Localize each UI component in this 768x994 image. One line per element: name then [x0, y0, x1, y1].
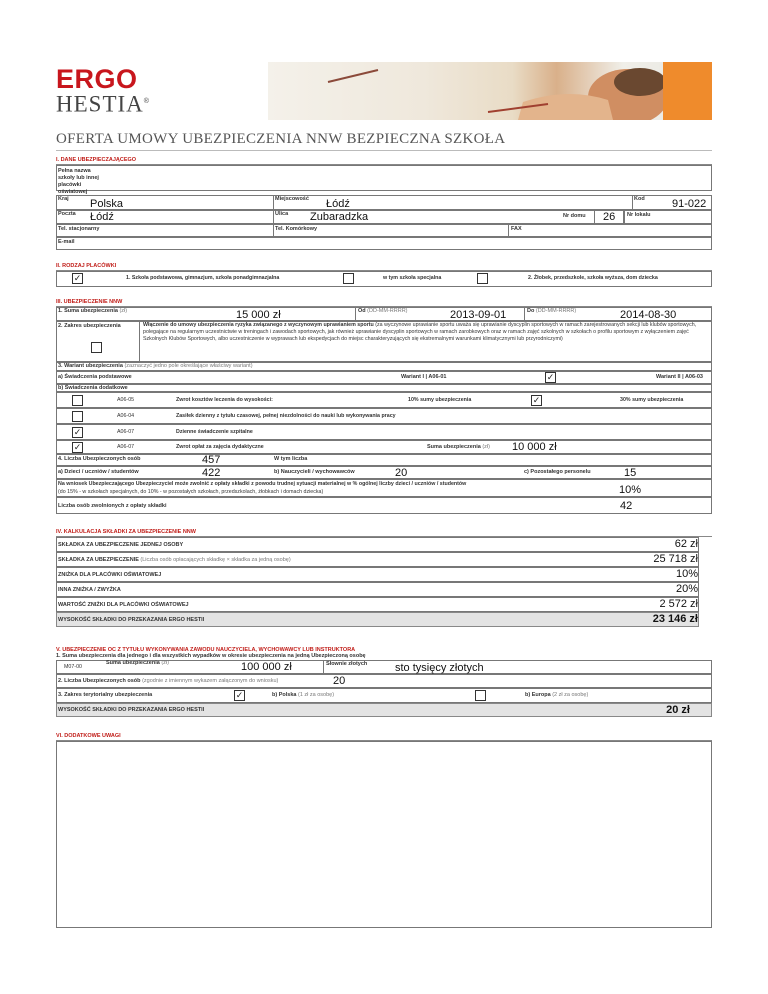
fax-field[interactable] — [508, 224, 712, 237]
street-value: Zubaradzka — [310, 211, 369, 223]
oc-terr-row — [56, 688, 712, 703]
flat-label: Nr lokalu — [627, 212, 651, 218]
extra-label: b) Świadczenia dodatkowe — [58, 385, 128, 391]
benefit-1-checkbox[interactable] — [72, 395, 83, 406]
oc-poland-label: b) Polska (1 zł za osobę) — [272, 692, 335, 698]
calc-row-3-value: 10% — [675, 568, 698, 580]
logo-hestia: HESTIA® — [56, 91, 150, 117]
header-photo — [268, 62, 712, 120]
scope-text: Włączenie do umowy ubezpieczenia ryzyka związanego z wyczynowym uprawianiem sportu (za wyczynowe uprawianie sportu uważa się uprawianie dyscyplin sportowych w ramach zarejestrowanych sekcji lub klubów sportowych, polegające na regularnym uczestnictwie w treningach i zawodach sportowych, jak również uprawianie dyscyplin sportowych w ramach zarobkowych oraz w ramach zajęć szkolnych w szkołach o profilu sportowym z wyłączeniem zajęć Szkolnych Klubów Sportowych, albo uczestniczenie w wyprawach lub ekspedycjach do miejsc charakteryzujących się ekstremalnymi warunkami klimatycznymi lub przyrodniczymi) — [143, 322, 697, 342]
email-label: E-mail — [58, 239, 75, 245]
table-row — [56, 440, 712, 454]
facility-opt2-checkbox[interactable] — [477, 273, 488, 284]
waiver-text-2: (do 15% - w szkołach specjalnych, do 10% - w pozostałych szkołach, przedszkolach, żłobkach i domach dziecka) — [58, 489, 324, 495]
count-value: 457 — [202, 454, 221, 466]
calc-row-2-value: 25 718 zł — [653, 553, 698, 565]
post-field[interactable] — [56, 210, 274, 224]
oc-count-value: 20 — [333, 675, 346, 687]
benefit-2-text: Zasiłek dzienny z tytułu czasowej, pełnej niezdolności do nauki lub wykonywania pracy — [176, 413, 396, 419]
sum-label: 1. Suma ubezpieczenia (zł) — [58, 308, 128, 314]
country-value: Polska — [90, 198, 124, 210]
section-5-heading: V. UBEZPIECZENIE OC Z TYTUŁU WYKONYWANIA ZAWODU NAUCZYCIELA, WYCHOWAWCY LUB INSTRUKTORA — [56, 647, 356, 653]
calc-row-5-value: 2 572 zł — [659, 598, 698, 610]
calc-row-4-value: 20% — [675, 583, 698, 595]
country-field[interactable] — [56, 195, 274, 210]
school-name-field[interactable] — [56, 165, 712, 191]
oc-words-label: Słownie złotych — [326, 661, 368, 667]
benefit-4-sum-label: Suma ubezpieczenia (zł) — [427, 444, 490, 450]
oc-code: M07-00 — [64, 664, 82, 670]
breakdown-row — [56, 466, 712, 479]
calc-row-4-label: INNA ZNIŻKA / ZWYŻKA — [58, 587, 121, 593]
variant1-label: Wariant I | A06-01 — [401, 374, 447, 380]
incl-label: W tym liczba — [274, 456, 308, 462]
mobile-label: Tel. Komórkowy — [275, 226, 318, 232]
scope-sport-checkbox[interactable] — [91, 342, 102, 353]
code-label: Kod — [634, 196, 645, 202]
benefit-1-option-30-checkbox[interactable]: ✓ — [532, 395, 541, 405]
to-label: Do (DD-MM-RRRR) — [527, 308, 577, 314]
to-value: 2014-08-30 — [620, 309, 677, 321]
kids-value: 422 — [202, 467, 221, 479]
from-label: Od (DD-MM-RRRR) — [358, 308, 408, 314]
title-rule — [56, 150, 712, 151]
section-3-heading: III. UBEZPIECZENIE NNW — [56, 299, 123, 305]
oc-sum-label: Suma ubezpieczenia (zł) — [106, 660, 169, 666]
oc-europe-label: b) Europa (2 zł za osobę) — [525, 692, 589, 698]
variant-label: 3. Wariant ubezpieczenia (zaznaczyć jedno pole określające właściwy wariant) — [58, 363, 253, 369]
oc-words-field[interactable] — [323, 660, 712, 674]
table-row — [56, 392, 712, 408]
house-label: Nr domu — [563, 213, 586, 219]
facility-opt1-checkbox[interactable]: ✓ — [73, 273, 82, 283]
oc-count-label: 2. Liczba Ubezpieczonych osób (zgodnie z imiennym wykazem załączonym do wniosku) — [58, 678, 279, 684]
oc-total-label: WYSOKOŚĆ SKŁADKI DO PRZEKAZANIA ERGO HESTII — [58, 707, 205, 713]
calc-row-1-label: SKŁADKA ZA UBEZPIECZENIE JEDNEJ OSOBY — [58, 542, 184, 548]
benefit-1-option-10: 10% sumy ubezpieczenia — [408, 397, 472, 403]
benefit-3-text: Dzienne świadczenie szpitalne — [176, 429, 253, 435]
section-6-heading: VI. DODATKOWE UWAGI — [56, 733, 121, 739]
house-value: 26 — [603, 211, 616, 223]
benefit-4-text: Zwrot opłat za zajęcia dydaktyczne — [176, 444, 264, 450]
section-2-heading: II. RODZAJ PLACÓWKI — [56, 263, 117, 269]
extra-row — [56, 384, 712, 392]
phone-label: Tel. stacjonarny — [58, 226, 100, 232]
basic-row — [56, 371, 712, 384]
calc-row-2-label: SKŁADKA ZA UBEZPIECZENIE (Liczba osób opłacających składkę × składka za jedną osobę) — [58, 557, 291, 563]
remarks-field[interactable] — [56, 741, 712, 928]
code-value: 91-022 — [672, 198, 707, 210]
post-value: Łódź — [90, 211, 114, 223]
section-4-heading: IV. KALKULACJA SKŁADKI ZA UBEZPIECZENIE NNW — [56, 529, 196, 535]
oc-europe-checkbox[interactable] — [475, 690, 486, 701]
oc-total-value: 20 zł — [666, 704, 690, 716]
benefit-2-checkbox[interactable] — [72, 411, 83, 422]
school-name-label: Pełna nazwa szkoły lub innej placówki oświatowej — [58, 168, 99, 195]
benefit-4-checkbox[interactable]: ✓ — [73, 442, 82, 452]
email-field[interactable] — [56, 237, 712, 250]
section-1-heading: I. DANE UBEZPIECZAJĄCEGO — [56, 157, 137, 163]
city-label: Miejscowość — [275, 196, 309, 202]
benefit-1-text: Zwrot kosztów leczenia do wysokości: — [176, 397, 273, 403]
oc-poland-checkbox[interactable]: ✓ — [235, 690, 244, 700]
benefit-3-code: A06-07 — [117, 429, 135, 435]
variant2-label: Wariant II | A06-03 — [656, 374, 703, 380]
waiver-text-1: Na wniosek Ubezpieczającego Ubezpieczyciel może zwolnić z opłaty składki z powodu trudnej sytuacji materialnej w % ogólnej liczby dzieci / uczniów / studentów — [58, 481, 467, 487]
logo-ergo: ERGO — [56, 64, 138, 94]
exempt-value: 42 — [620, 500, 633, 512]
facility-opt2-label: 2. Żłobek, przedszkole, szkoła wyższa, dom dziecka — [528, 275, 658, 281]
staff-value: 15 — [624, 467, 637, 479]
calc-row-3-label: ZNIŻKA DLA PLACÓWKI OŚWIATOWEJ — [58, 572, 162, 578]
benefit-1-option-30: 30% sumy ubezpieczenia — [620, 397, 684, 403]
count-label: 4. Liczba Ubezpieczonych osób — [58, 456, 141, 462]
oc-words-value: sto tysięcy złotych — [395, 662, 484, 674]
oc-line1: 1. Suma ubezpieczenia dla jednego i dla wszystkich wypadków w okresie ubezpieczenia na jedną Ubezpieczoną osobę — [56, 653, 366, 659]
facility-opt1-label: 1. Szkoła podstawowa, gimnazjum, szkoła ponadgimnazjalna — [126, 275, 280, 281]
teach-label: b) Nauczycieli / wychowawców — [274, 469, 355, 475]
scope-label: 2. Zakres ubezpieczenia — [58, 323, 121, 329]
teach-value: 20 — [395, 467, 408, 479]
oc-terr-label: 3. Zakres terytorialny ubezpieczenia — [58, 692, 153, 698]
oc-sum-value: 100 000 zł — [241, 661, 292, 673]
city-value: Łódź — [326, 198, 350, 210]
benefit-1-code: A06-05 — [117, 397, 135, 403]
fax-label: FAX — [511, 226, 522, 232]
post-label: Poczta — [58, 211, 76, 217]
table-row — [56, 424, 712, 440]
calc-row-6-value: 23 146 zł — [652, 613, 698, 625]
benefit-3-checkbox[interactable]: ✓ — [73, 427, 82, 437]
benefit-4-sum: 10 000 zł — [512, 441, 557, 453]
kids-label: a) Dzieci / uczniów / studentów — [58, 469, 139, 475]
benefit-4-code: A06-07 — [117, 444, 135, 450]
child-drawing-image — [268, 62, 712, 120]
sum-value: 15 000 zł — [236, 309, 281, 321]
benefit-2-code: A06-04 — [117, 413, 135, 419]
page-title: OFERTA UMOWY UBEZPIECZENIA NNW BEZPIECZNA SZKOŁA — [56, 131, 506, 147]
calc-row-5-label: WARTOŚĆ ZNIŻKI DLA PLACÓWKI OŚWIATOWEJ — [58, 602, 189, 608]
exempt-label: Liczba osób zwolnionych z opłaty składki — [58, 503, 167, 509]
from-value: 2013-09-01 — [450, 309, 507, 321]
calc-row — [56, 582, 699, 597]
facility-special-checkbox[interactable] — [343, 273, 354, 284]
calc-row-6-label: WYSOKOŚĆ SKŁADKI DO PRZEKAZANIA ERGO HESTII — [58, 617, 205, 623]
basic-label: a) Świadczenia podstawowe — [58, 374, 132, 380]
calc-row-1-value: 62 zł — [674, 538, 698, 550]
street-label: Ulica — [275, 211, 289, 217]
staff-label: c) Pozostałego personelu — [524, 469, 591, 475]
facility-special-label: w tym szkoła specjalna — [383, 275, 442, 281]
country-label: Kraj — [58, 196, 69, 202]
waiver-value: 10% — [619, 484, 642, 496]
count-row — [56, 454, 712, 466]
variant2-checkbox[interactable]: ✓ — [546, 372, 555, 382]
